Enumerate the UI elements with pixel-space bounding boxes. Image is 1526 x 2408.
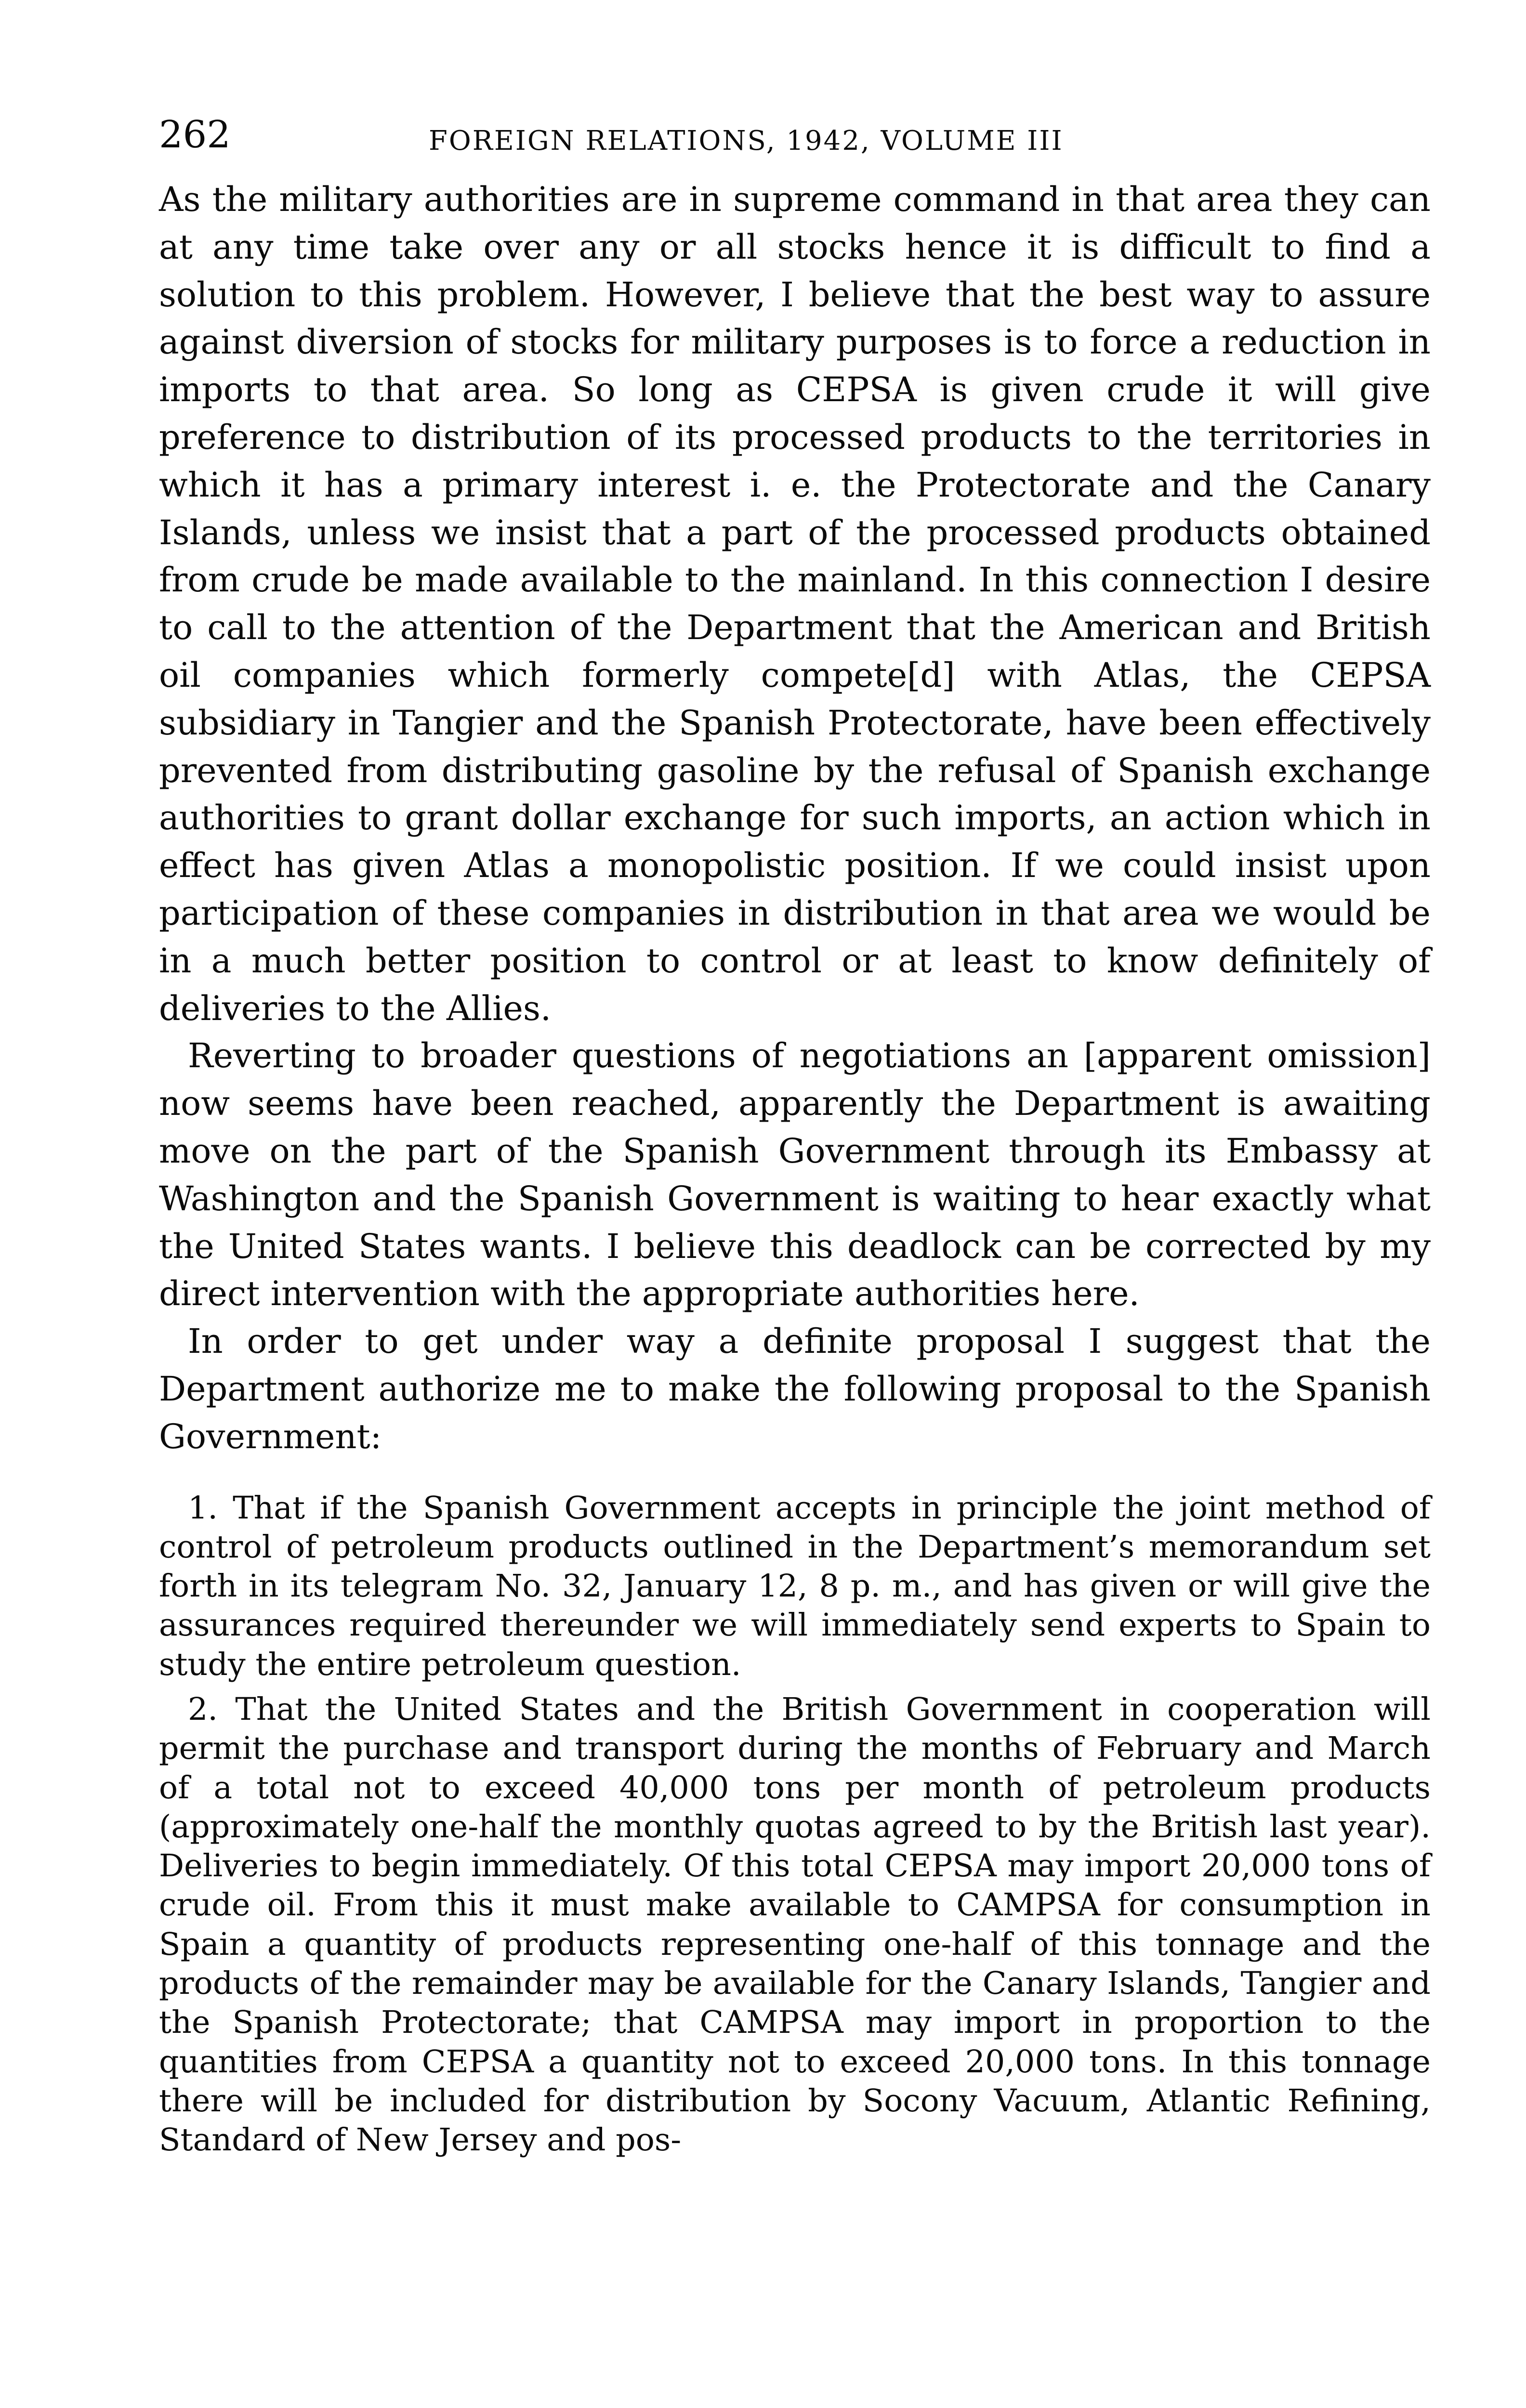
proposal-item-1: 1. That if the Spanish Government accepts in principle the joint method of control of petroleum products outlined in the Department’s memorandum set forth in its telegram No. 32, January 12, 8 p. m., and has given or will give the assurances required thereunder we will immediately send experts to Spain to study the entire petroleum question. xyxy=(159,1490,1431,1683)
page-number: 262 xyxy=(159,113,231,157)
proposal-item-2: 2. That the United States and the British Government in cooperation will permit the purchase and transport during the months of February and March of a total not to exceed 40,000 tons per month of petroleum products (approximately one-half the monthly quotas agreed to by the British last year). Deliveries to begin immediately. Of this total CEPSA may import 20,000 tons of crude oil. From this it must make available to CAMPSA for consumption in Spain a quantity of products representing one-half of this tonnage and the products of the remainder may be available for the Canary Islands, Tangier and the Spanish Protectorate; that CAMPSA may import in proportion to the quantities from CEPSA a quantity not to exceed 20,000 tons. In this tonnage there will be included for distribution by Socony Vacuum, Atlantic Refining, Standard of New Jersey and pos- xyxy=(159,1691,1431,2159)
body-paragraph-1: As the military authorities are in supreme command in that area they can at any time take over any or all stocks hence it is difficult to find a solution to this problem. However, I believe that the best way to assure against diversion of stocks for military purposes is to force a reduction in imports to that area. So long as CEPSA is given crude it will give preference to distribution of its processed products to the territories in which it has a primary interest i. e. the Protectorate and the Canary Islands, unless we insist that a part of the processed products obtained from crude be made available to the mainland. In this connection I desire to call to the attention of the Department that the American and British oil companies which formerly compete[d] with Atlas, the CEPSA subsidiary in Tangier and the Spanish Protectorate, have been effectively prevented from distributing gasoline by the refusal of Spanish exchange authorities to grant dollar exchange for such imports, an action which in effect has given Atlas a monopolistic position. If we could insist upon participation of these companies in distribution in that area we would be in a much better position to control or at least to know definitely of deliveries to the Allies. xyxy=(159,180,1431,1028)
running-title: FOREIGN RELATIONS, 1942, VOLUME III xyxy=(429,125,1064,157)
body-paragraph-2: Reverting to broader questions of negotiations an [apparent omission] now seems have been reached, apparently the Department is awaiting move on the part of the Spanish Government through its Embassy at Washington and the Spanish Government is waiting to hear exactly what the United States wants. I believe this deadlock can be corrected by my direct intervention with the appropriate authorities here. xyxy=(159,1036,1431,1314)
proposal-list xyxy=(159,1489,1431,2160)
running-head xyxy=(159,108,1431,176)
document-page xyxy=(159,108,1431,2408)
body-paragraph-3: In order to get under way a definite proposal I suggest that the Department authorize me to make the following proposal to the Spanish Government: xyxy=(159,1322,1431,1456)
